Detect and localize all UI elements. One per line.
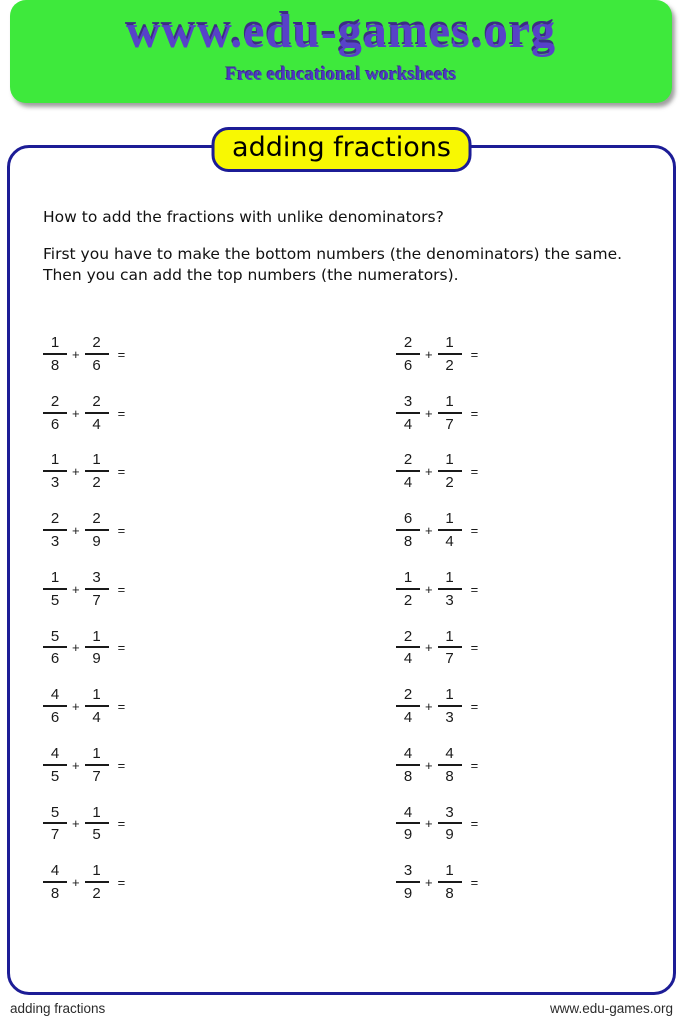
fraction bbox=[43, 687, 67, 726]
fraction bbox=[438, 805, 462, 844]
fraction-problem bbox=[396, 501, 478, 560]
denominator: 9 bbox=[92, 532, 101, 550]
denominator: 5 bbox=[50, 767, 60, 785]
denominator: 2 bbox=[92, 474, 101, 492]
fraction bbox=[85, 746, 109, 785]
numerator: 1 bbox=[43, 570, 67, 590]
denominator: 8 bbox=[445, 767, 454, 785]
denominator: 4 bbox=[92, 708, 101, 726]
equals-sign: = bbox=[470, 346, 479, 362]
denominator: 8 bbox=[50, 885, 60, 903]
numerator: 3 bbox=[85, 570, 109, 590]
fraction-problem bbox=[43, 853, 125, 912]
fraction bbox=[396, 863, 420, 902]
fraction bbox=[438, 687, 462, 726]
fraction bbox=[438, 511, 462, 550]
numerator: 1 bbox=[85, 629, 109, 649]
plus-operator: + bbox=[425, 698, 433, 714]
numerator: 1 bbox=[438, 335, 462, 355]
numerator: 1 bbox=[438, 452, 462, 472]
fraction bbox=[438, 452, 462, 491]
footer-worksheet-name: adding fractions bbox=[10, 1001, 106, 1016]
fraction bbox=[438, 394, 462, 433]
numerator: 1 bbox=[396, 570, 420, 590]
fraction-problem bbox=[43, 736, 125, 795]
numerator: 1 bbox=[85, 746, 109, 766]
numerator: 4 bbox=[43, 687, 67, 707]
plus-operator: + bbox=[425, 757, 433, 773]
site-subtitle: Free educational worksheets bbox=[225, 64, 457, 85]
numerator: 1 bbox=[43, 452, 67, 472]
denominator: 4 bbox=[445, 532, 454, 550]
numerator: 2 bbox=[43, 511, 67, 531]
plus-operator: + bbox=[425, 875, 433, 891]
fraction-problem bbox=[43, 795, 125, 854]
denominator: 2 bbox=[92, 885, 101, 903]
fraction bbox=[438, 746, 462, 785]
plus-operator: + bbox=[425, 464, 433, 480]
fraction bbox=[85, 629, 109, 668]
denominator: 5 bbox=[92, 826, 101, 844]
plus-operator: + bbox=[72, 816, 80, 832]
equals-sign: = bbox=[470, 875, 479, 891]
denominator: 4 bbox=[92, 415, 101, 433]
fraction bbox=[438, 570, 462, 609]
numerator: 2 bbox=[85, 394, 109, 414]
plus-operator: + bbox=[425, 816, 433, 832]
equals-sign: = bbox=[117, 581, 126, 597]
numerator: 2 bbox=[396, 335, 420, 355]
fraction-problem bbox=[396, 384, 478, 443]
denominator: 9 bbox=[445, 826, 454, 844]
numerator: 5 bbox=[43, 629, 67, 649]
fraction bbox=[438, 335, 462, 374]
fraction bbox=[396, 746, 420, 785]
equals-sign: = bbox=[117, 346, 126, 362]
plus-operator: + bbox=[72, 875, 80, 891]
numerator: 2 bbox=[396, 629, 420, 649]
numerator: 1 bbox=[438, 394, 462, 414]
equals-sign: = bbox=[470, 464, 479, 480]
denominator: 5 bbox=[50, 591, 60, 609]
numerator: 4 bbox=[43, 746, 67, 766]
denominator: 7 bbox=[92, 591, 101, 609]
fraction bbox=[396, 452, 420, 491]
fraction bbox=[85, 863, 109, 902]
numerator: 1 bbox=[85, 687, 109, 707]
fraction bbox=[43, 511, 67, 550]
equals-sign: = bbox=[117, 522, 126, 538]
fraction bbox=[85, 511, 109, 550]
fraction-problem bbox=[43, 618, 125, 677]
site-title: www.edu-games.org bbox=[125, 5, 557, 58]
fraction-problem bbox=[396, 442, 478, 501]
fraction bbox=[43, 570, 67, 609]
plus-operator: + bbox=[72, 464, 80, 480]
numerator: 2 bbox=[85, 335, 109, 355]
fraction bbox=[438, 863, 462, 902]
numerator: 1 bbox=[85, 863, 109, 883]
fraction bbox=[396, 687, 420, 726]
fraction bbox=[43, 394, 67, 433]
numerator: 4 bbox=[396, 805, 420, 825]
instruction-question: How to add the fractions with unlike denominators? bbox=[43, 208, 444, 226]
equals-sign: = bbox=[470, 581, 479, 597]
fraction bbox=[43, 805, 67, 844]
numerator: 2 bbox=[396, 452, 420, 472]
numerator: 4 bbox=[43, 863, 67, 883]
denominator: 3 bbox=[445, 708, 454, 726]
fraction bbox=[396, 394, 420, 433]
fraction-problem bbox=[396, 325, 478, 384]
denominator: 6 bbox=[92, 356, 101, 374]
denominator: 9 bbox=[403, 885, 413, 903]
denominator: 2 bbox=[445, 474, 454, 492]
denominator: 7 bbox=[445, 650, 454, 668]
numerator: 1 bbox=[438, 687, 462, 707]
numerator: 1 bbox=[85, 452, 109, 472]
plus-operator: + bbox=[72, 522, 80, 538]
numerator: 1 bbox=[438, 511, 462, 531]
numerator: 3 bbox=[438, 805, 462, 825]
plus-operator: + bbox=[425, 581, 433, 597]
fraction bbox=[43, 335, 67, 374]
fraction-problem bbox=[43, 560, 125, 619]
denominator: 8 bbox=[445, 885, 454, 903]
fraction bbox=[85, 805, 109, 844]
denominator: 7 bbox=[92, 767, 101, 785]
worksheet-box bbox=[7, 145, 676, 995]
problems-column-left bbox=[43, 325, 125, 912]
fraction-problem bbox=[43, 677, 125, 736]
denominator: 8 bbox=[403, 767, 413, 785]
fraction-problem bbox=[396, 560, 478, 619]
plus-operator: + bbox=[72, 698, 80, 714]
equals-sign: = bbox=[117, 816, 126, 832]
fraction bbox=[396, 805, 420, 844]
numerator: 4 bbox=[396, 746, 420, 766]
equals-sign: = bbox=[117, 464, 126, 480]
plus-operator: + bbox=[425, 640, 433, 656]
equals-sign: = bbox=[470, 698, 479, 714]
problems-column-right bbox=[396, 325, 478, 912]
denominator: 4 bbox=[403, 650, 413, 668]
fraction bbox=[43, 746, 67, 785]
denominator: 7 bbox=[50, 826, 60, 844]
fraction bbox=[396, 335, 420, 374]
denominator: 3 bbox=[445, 591, 454, 609]
plus-operator: + bbox=[72, 640, 80, 656]
fraction-problem bbox=[43, 384, 125, 443]
numerator: 3 bbox=[396, 394, 420, 414]
fraction bbox=[85, 335, 109, 374]
denominator: 4 bbox=[403, 415, 413, 433]
numerator: 1 bbox=[85, 805, 109, 825]
plus-operator: + bbox=[72, 581, 80, 597]
fraction bbox=[85, 394, 109, 433]
plus-operator: + bbox=[425, 346, 433, 362]
fraction bbox=[43, 863, 67, 902]
numerator: 1 bbox=[43, 335, 67, 355]
denominator: 9 bbox=[403, 826, 413, 844]
plus-operator: + bbox=[72, 346, 80, 362]
fraction bbox=[396, 511, 420, 550]
numerator: 2 bbox=[396, 687, 420, 707]
numerator: 4 bbox=[438, 746, 462, 766]
denominator: 4 bbox=[403, 474, 413, 492]
fraction-problem bbox=[43, 501, 125, 560]
footer-site-url: www.edu-games.org bbox=[549, 1001, 673, 1016]
fraction bbox=[43, 452, 67, 491]
equals-sign: = bbox=[470, 816, 479, 832]
fraction bbox=[438, 629, 462, 668]
denominator: 8 bbox=[50, 356, 60, 374]
fraction bbox=[85, 687, 109, 726]
numerator: 2 bbox=[85, 511, 109, 531]
plus-operator: + bbox=[425, 522, 433, 538]
fraction-problem bbox=[396, 795, 478, 854]
numerator: 1 bbox=[438, 629, 462, 649]
fraction-problem bbox=[396, 618, 478, 677]
fraction bbox=[396, 570, 420, 609]
numerator: 1 bbox=[438, 863, 462, 883]
denominator: 3 bbox=[50, 532, 60, 550]
denominator: 6 bbox=[50, 415, 60, 433]
numerator: 1 bbox=[438, 570, 462, 590]
denominator: 8 bbox=[403, 532, 413, 550]
equals-sign: = bbox=[470, 640, 479, 656]
denominator: 2 bbox=[403, 591, 413, 609]
plus-operator: + bbox=[72, 757, 80, 773]
fraction-problem bbox=[43, 325, 125, 384]
equals-sign: = bbox=[117, 875, 126, 891]
instruction-explanation: First you have to make the bottom numbers (the denominators) the same. Then you can add the top numbers (the numerators). bbox=[43, 245, 623, 284]
equals-sign: = bbox=[117, 405, 126, 421]
fraction-problem bbox=[396, 736, 478, 795]
numerator: 3 bbox=[396, 863, 420, 883]
denominator: 4 bbox=[403, 708, 413, 726]
denominator: 6 bbox=[403, 356, 413, 374]
fraction bbox=[396, 629, 420, 668]
numerator: 5 bbox=[43, 805, 67, 825]
equals-sign: = bbox=[117, 640, 126, 656]
denominator: 9 bbox=[92, 650, 101, 668]
fraction bbox=[43, 629, 67, 668]
worksheet-title-badge: adding fractions bbox=[211, 127, 472, 172]
numerator: 6 bbox=[396, 511, 420, 531]
plus-operator: + bbox=[72, 405, 80, 421]
denominator: 7 bbox=[445, 415, 454, 433]
fraction bbox=[85, 452, 109, 491]
equals-sign: = bbox=[117, 698, 126, 714]
equals-sign: = bbox=[117, 757, 126, 773]
fraction-problem bbox=[396, 677, 478, 736]
denominator: 6 bbox=[50, 650, 60, 668]
fraction-problem bbox=[396, 853, 478, 912]
fraction-problem bbox=[43, 442, 125, 501]
plus-operator: + bbox=[425, 405, 433, 421]
equals-sign: = bbox=[470, 405, 479, 421]
equals-sign: = bbox=[470, 522, 479, 538]
denominator: 6 bbox=[50, 708, 60, 726]
site-banner bbox=[10, 0, 672, 103]
equals-sign: = bbox=[470, 757, 479, 773]
denominator: 2 bbox=[445, 356, 454, 374]
fraction bbox=[85, 570, 109, 609]
denominator: 3 bbox=[50, 474, 60, 492]
numerator: 2 bbox=[43, 394, 67, 414]
